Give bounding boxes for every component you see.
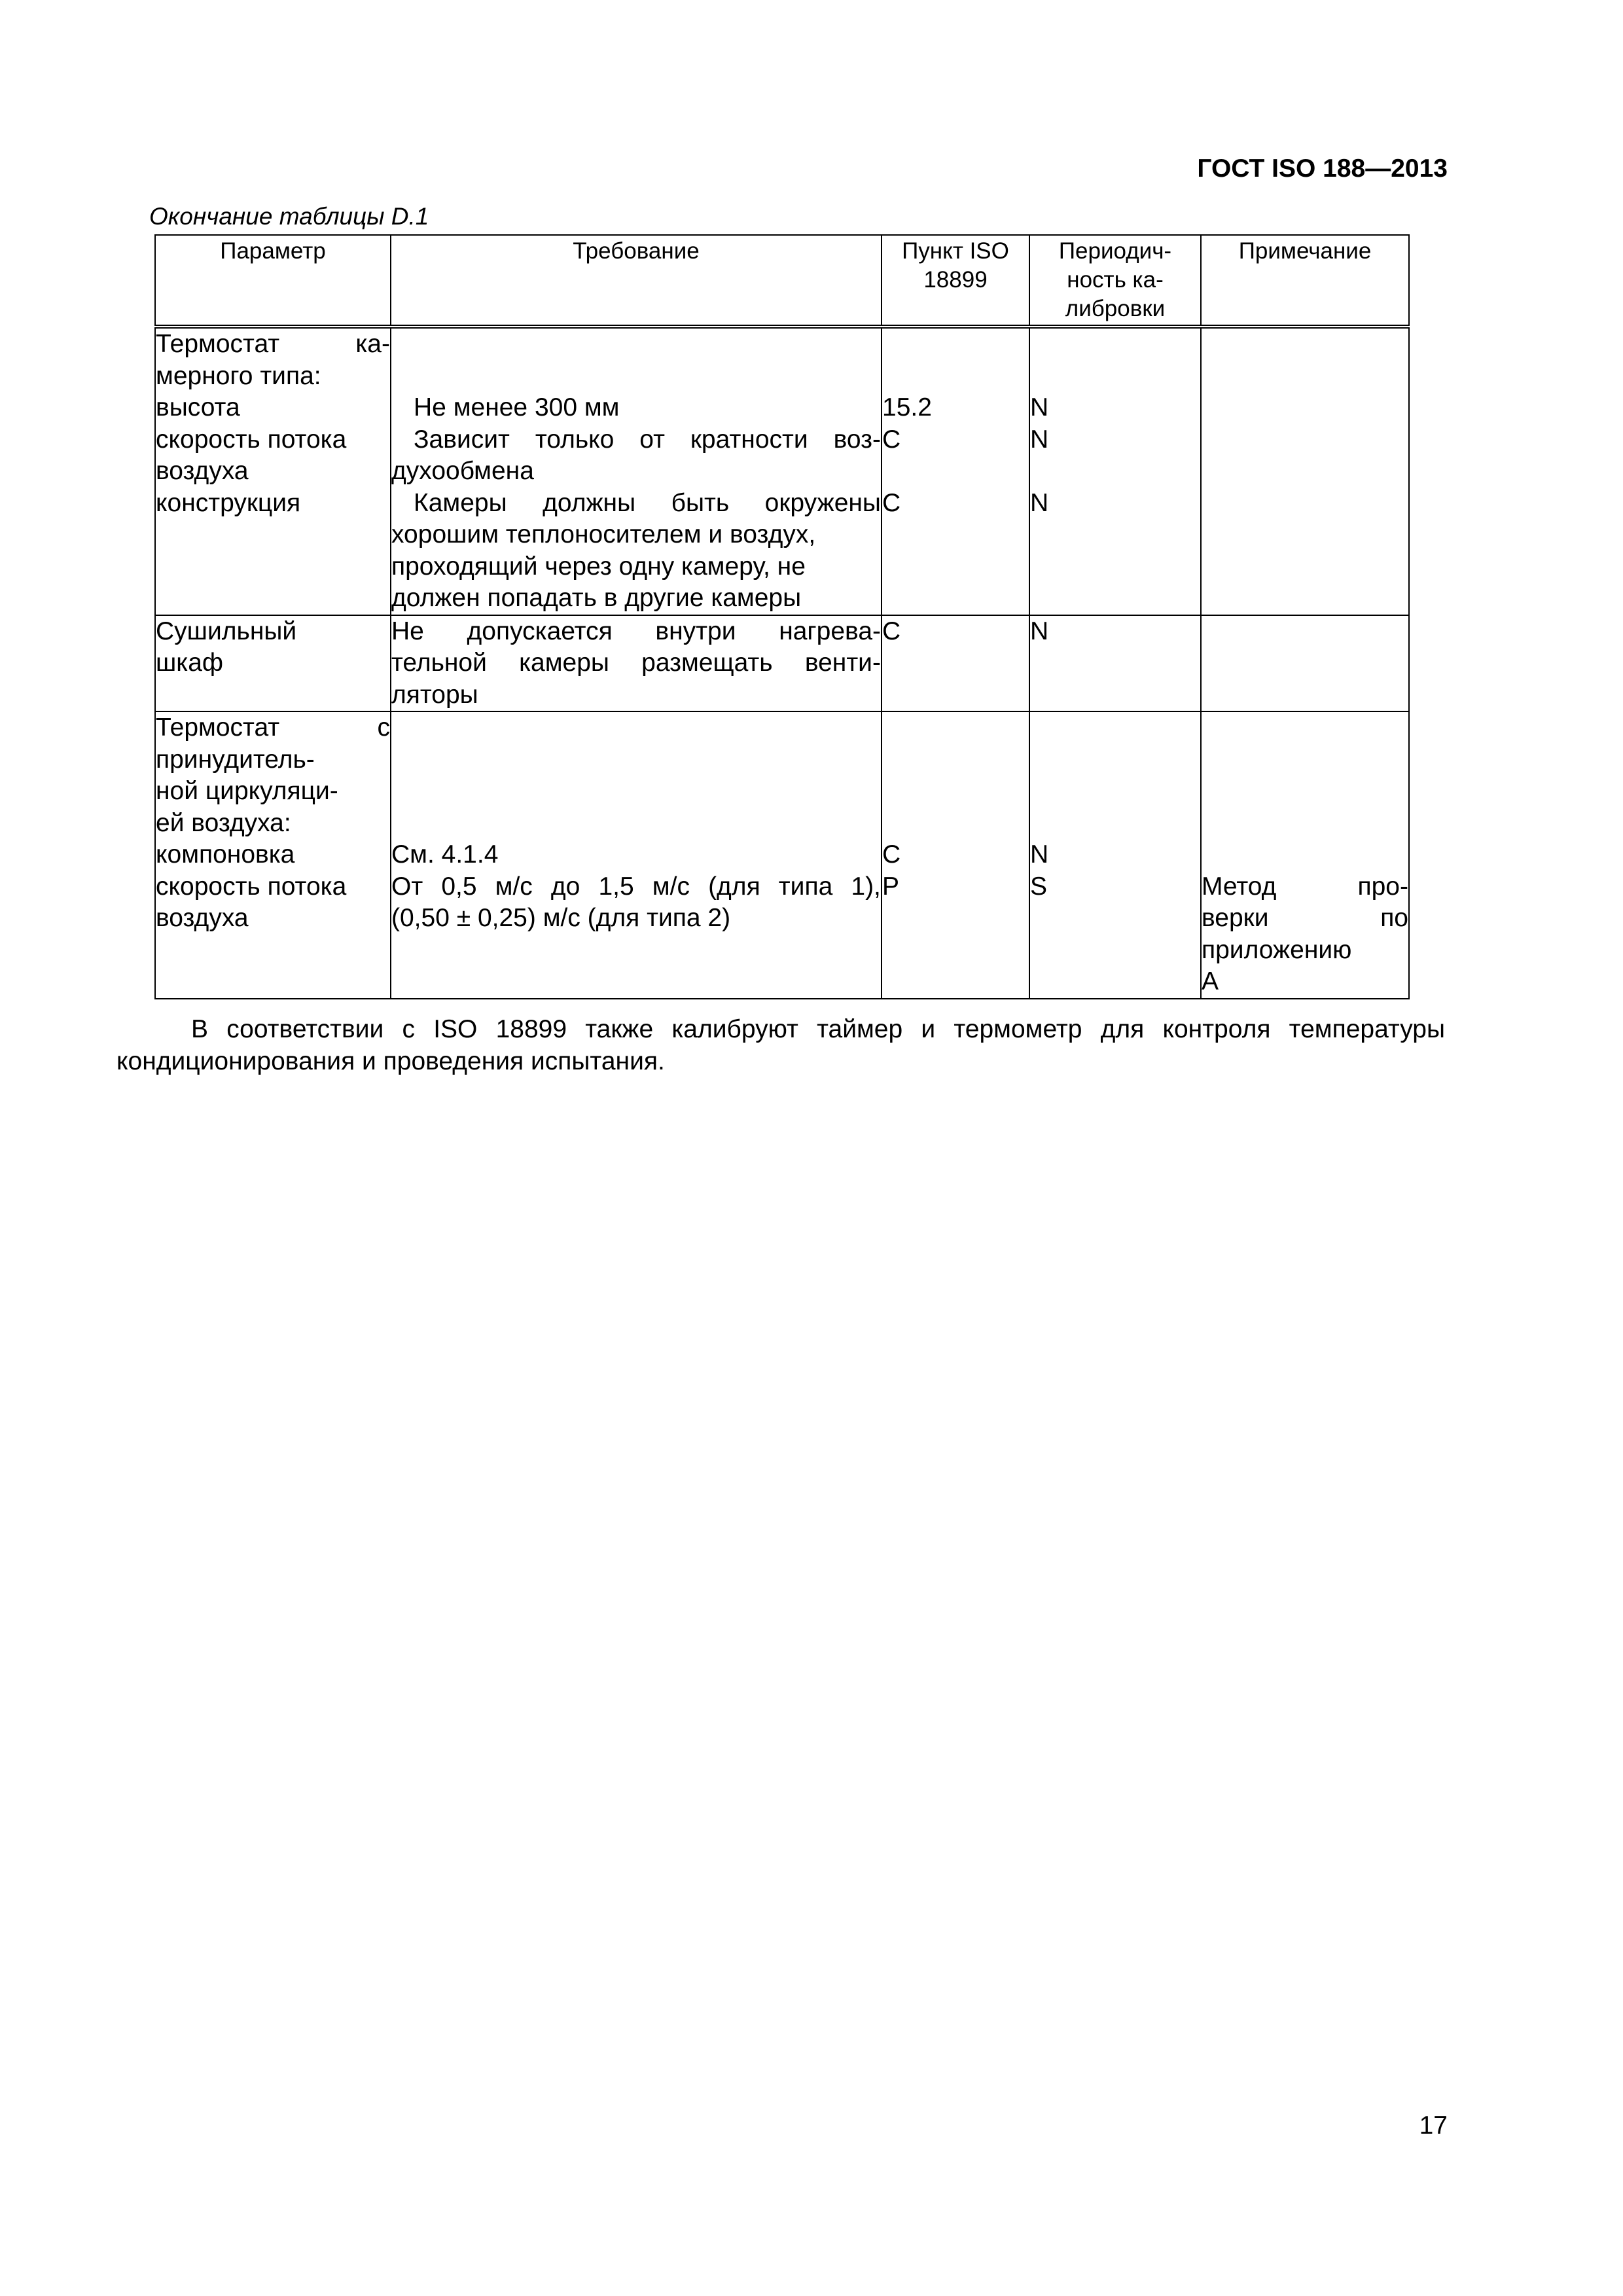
header-requirement	[391, 235, 882, 327]
point-line	[882, 456, 1029, 488]
param-line: ной циркуляци-	[156, 777, 338, 805]
period-line: N	[1030, 488, 1049, 517]
period-line	[1030, 744, 1200, 776]
param-line: воздуха	[156, 904, 249, 932]
point-line	[882, 744, 1029, 776]
point-line: C	[882, 488, 901, 517]
header-line: Периодич-	[1058, 238, 1172, 264]
page-number: 17	[1419, 2111, 1448, 2140]
period-line	[1030, 456, 1200, 488]
param-line: воздуха	[156, 457, 249, 485]
cell-note	[1201, 615, 1409, 712]
req-line	[391, 361, 881, 393]
note-line	[1202, 744, 1408, 776]
param-line: шкаф	[156, 649, 223, 677]
header-line: 18899	[923, 267, 988, 293]
cell-requirement	[391, 327, 882, 615]
point-line: C	[882, 617, 901, 645]
table-row	[155, 711, 1409, 999]
point-line	[882, 776, 1029, 808]
req-line: От 0,5 м/с до 1,5 м/с (для типа 1),	[391, 872, 881, 901]
cell-parameter	[155, 327, 391, 615]
cell-iso-clause	[882, 711, 1029, 999]
header-line: Пункт ISO	[902, 238, 1009, 264]
point-line: P	[882, 872, 900, 901]
req-line: Не допускается внутри нагрева-	[391, 617, 881, 645]
note-line: А	[1202, 967, 1219, 996]
cell-note	[1201, 711, 1409, 999]
req-line: Зависит только от кратности воз-	[414, 425, 881, 454]
table-row	[155, 615, 1409, 712]
period-line	[1030, 712, 1200, 744]
point-line	[882, 712, 1029, 744]
header-line: либровки	[1065, 296, 1166, 321]
note-line	[1202, 776, 1408, 808]
param-line	[156, 329, 390, 361]
point-line	[882, 361, 1029, 393]
period-line	[1030, 808, 1200, 840]
header-note	[1201, 235, 1409, 327]
note-line	[1202, 712, 1408, 744]
param-line: мерного типа:	[156, 361, 321, 390]
param-line: принудитель-	[156, 745, 315, 774]
cell-iso-clause	[882, 615, 1029, 712]
period-line: S	[1030, 872, 1048, 901]
note-line: приложению	[1202, 935, 1352, 964]
param-word: Термостат	[156, 330, 280, 358]
note-line	[1202, 808, 1408, 840]
header-iso-clause	[882, 235, 1029, 327]
req-line: Не менее 300 мм	[414, 393, 620, 422]
req-line	[391, 808, 881, 840]
period-line: N	[1030, 840, 1049, 869]
req-line	[391, 776, 881, 808]
point-line	[882, 808, 1029, 840]
point-line: 15.2	[882, 393, 932, 422]
param-line: Термостат с	[156, 713, 390, 742]
header-calibration-period	[1029, 235, 1201, 327]
header-parameter	[155, 235, 391, 327]
point-line: C	[882, 840, 901, 869]
cell-requirement	[391, 711, 882, 999]
param-line: ей воздуха:	[156, 808, 291, 837]
cell-calibration-period	[1029, 615, 1201, 712]
calibration-table	[154, 234, 1410, 999]
req-line: хорошим теплоносителем и воздух,	[391, 520, 816, 548]
point-line	[882, 329, 1029, 361]
point-line: C	[882, 425, 901, 454]
period-line	[1030, 776, 1200, 808]
standard-code: ГОСТ ISO 188—2013	[1197, 154, 1448, 183]
req-line: тельной камеры размещать венти-	[391, 649, 881, 677]
param-line: компоновка	[156, 840, 295, 869]
table-row	[155, 327, 1409, 615]
period-line	[1030, 361, 1200, 393]
cell-parameter	[155, 615, 391, 712]
cell-iso-clause	[882, 327, 1029, 615]
req-line: (0,50 ± 0,25) м/с (для типа 2)	[391, 904, 731, 932]
cell-requirement	[391, 615, 882, 712]
cell-calibration-period	[1029, 327, 1201, 615]
period-line	[1030, 329, 1200, 361]
header-line: Требование	[573, 238, 700, 264]
req-line	[391, 712, 881, 744]
param-word: ка-	[355, 330, 390, 358]
body-paragraph: В соответствии с ISO 18899 также калибруют таймер и термометр для контроля температуры кондиционирования и проведения испытания.	[116, 1015, 1445, 1075]
header-line: Параметр	[220, 238, 326, 264]
table-header-row	[155, 235, 1409, 327]
req-line: должен попадать в другие камеры	[391, 584, 802, 612]
req-line: Камеры должны быть окружены	[414, 488, 881, 517]
header-line: ность ка-	[1067, 267, 1164, 293]
period-line: N	[1030, 617, 1049, 645]
cell-parameter	[155, 711, 391, 999]
note-line	[1202, 839, 1408, 871]
param-line: скорость потока	[156, 872, 347, 901]
param-line: Сушильный	[156, 617, 297, 645]
req-line: духообмена	[391, 457, 534, 485]
header-line: Примечание	[1238, 238, 1372, 264]
cell-note	[1201, 327, 1409, 615]
req-line: См. 4.1.4	[391, 840, 499, 869]
param-line: высота	[156, 393, 240, 422]
period-line: N	[1030, 425, 1049, 454]
req-line	[391, 329, 881, 361]
req-line: ляторы	[391, 680, 478, 709]
param-line: скорость потока	[156, 425, 347, 454]
note-line: верки по	[1202, 904, 1408, 932]
period-line: N	[1030, 393, 1049, 422]
table-caption: Окончание таблицы D.1	[149, 203, 429, 230]
cell-calibration-period	[1029, 711, 1201, 999]
req-line	[391, 744, 881, 776]
note-line: Метод про-	[1202, 872, 1408, 901]
req-line: проходящий через одну камеру, не	[391, 552, 806, 581]
param-line: конструкция	[156, 488, 301, 517]
